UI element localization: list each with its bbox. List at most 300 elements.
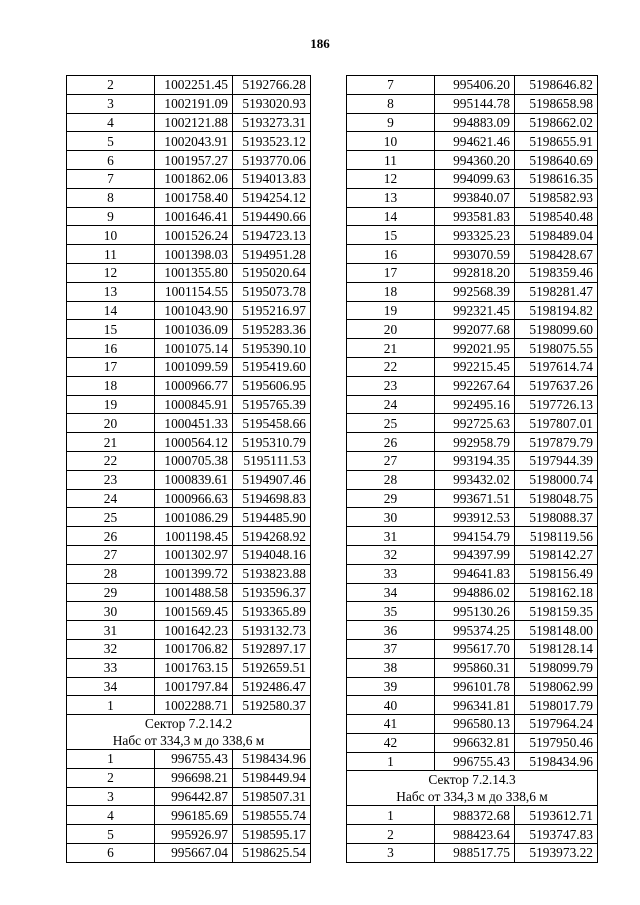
y-coordinate-cell: 5193020.93 — [233, 94, 311, 113]
y-coordinate-cell: 5198658.98 — [515, 94, 598, 113]
x-coordinate-cell: 996632.81 — [435, 733, 515, 752]
y-coordinate-cell: 5197950.46 — [515, 733, 598, 752]
point-number-cell: 28 — [67, 564, 155, 583]
table-row — [67, 583, 311, 602]
x-coordinate-cell: 1001763.15 — [155, 658, 233, 677]
point-number-cell: 6 — [67, 151, 155, 170]
point-number-cell: 30 — [67, 602, 155, 621]
x-coordinate-cell: 993070.59 — [435, 245, 515, 264]
table-row — [347, 545, 598, 564]
left-table-body — [67, 76, 311, 863]
x-coordinate-cell: 1001036.09 — [155, 320, 233, 339]
point-number-cell: 3 — [347, 844, 435, 863]
point-number-cell: 13 — [67, 282, 155, 301]
y-coordinate-cell: 5198119.56 — [515, 527, 598, 546]
point-number-cell: 21 — [67, 433, 155, 452]
y-coordinate-cell: 5192580.37 — [233, 696, 311, 715]
table-row — [67, 508, 311, 527]
y-coordinate-cell: 5198159.35 — [515, 602, 598, 621]
table-row — [67, 844, 311, 863]
table-row — [67, 433, 311, 452]
point-number-cell: 25 — [67, 508, 155, 527]
y-coordinate-cell: 5198489.04 — [515, 226, 598, 245]
x-coordinate-cell: 993581.83 — [435, 207, 515, 226]
x-coordinate-cell: 993671.51 — [435, 489, 515, 508]
y-coordinate-cell: 5194013.83 — [233, 169, 311, 188]
y-coordinate-cell: 5195111.53 — [233, 451, 311, 470]
table-row — [347, 245, 598, 264]
x-coordinate-cell: 1001099.59 — [155, 357, 233, 376]
point-number-cell: 41 — [347, 715, 435, 734]
table-row — [67, 113, 311, 132]
x-coordinate-cell: 992215.45 — [435, 357, 515, 376]
x-coordinate-cell: 1001797.84 — [155, 677, 233, 696]
table-row — [67, 677, 311, 696]
x-coordinate-cell: 996101.78 — [435, 677, 515, 696]
table-row — [67, 395, 311, 414]
point-number-cell: 33 — [67, 658, 155, 677]
y-coordinate-cell: 5193132.73 — [233, 621, 311, 640]
table-row — [67, 301, 311, 320]
x-coordinate-cell: 994886.02 — [435, 583, 515, 602]
table-row — [67, 357, 311, 376]
x-coordinate-cell: 996442.87 — [155, 787, 233, 806]
point-number-cell: 31 — [347, 527, 435, 546]
left-coordinate-table — [66, 75, 311, 863]
x-coordinate-cell: 994883.09 — [435, 113, 515, 132]
table-row — [67, 451, 311, 470]
table-row — [67, 376, 311, 395]
table-row — [67, 470, 311, 489]
table-row — [347, 376, 598, 395]
y-coordinate-cell: 5198000.74 — [515, 470, 598, 489]
point-number-cell: 15 — [67, 320, 155, 339]
y-coordinate-cell: 5198359.46 — [515, 263, 598, 282]
point-number-cell: 11 — [347, 151, 435, 170]
point-number-cell: 22 — [67, 451, 155, 470]
y-coordinate-cell: 5198142.27 — [515, 545, 598, 564]
y-coordinate-cell: 5195390.10 — [233, 339, 311, 358]
x-coordinate-cell: 988372.68 — [435, 806, 515, 825]
y-coordinate-cell: 5198162.18 — [515, 583, 598, 602]
table-row — [347, 602, 598, 621]
y-coordinate-cell: 5194485.90 — [233, 508, 311, 527]
x-coordinate-cell: 995926.97 — [155, 825, 233, 844]
y-coordinate-cell: 5192897.17 — [233, 639, 311, 658]
table-row — [347, 113, 598, 132]
x-coordinate-cell: 994154.79 — [435, 527, 515, 546]
x-coordinate-cell: 995374.25 — [435, 621, 515, 640]
y-coordinate-cell: 5193747.83 — [515, 825, 598, 844]
y-coordinate-cell: 5195020.64 — [233, 263, 311, 282]
table-row — [347, 433, 598, 452]
y-coordinate-cell: 5194048.16 — [233, 545, 311, 564]
table-row — [347, 226, 598, 245]
x-coordinate-cell: 994099.63 — [435, 169, 515, 188]
y-coordinate-cell: 5198555.74 — [233, 806, 311, 825]
point-number-cell: 2 — [67, 768, 155, 787]
table-row — [347, 583, 598, 602]
y-coordinate-cell: 5193273.31 — [233, 113, 311, 132]
sector-header-cell — [347, 771, 598, 806]
x-coordinate-cell: 994397.99 — [435, 545, 515, 564]
y-coordinate-cell: 5197614.74 — [515, 357, 598, 376]
point-number-cell: 1 — [347, 806, 435, 825]
y-coordinate-cell: 5195073.78 — [233, 282, 311, 301]
x-coordinate-cell: 1001758.40 — [155, 188, 233, 207]
y-coordinate-cell: 5195310.79 — [233, 433, 311, 452]
x-coordinate-cell: 993325.23 — [435, 226, 515, 245]
x-coordinate-cell: 994360.20 — [435, 151, 515, 170]
y-coordinate-cell: 5197637.26 — [515, 376, 598, 395]
y-coordinate-cell: 5198088.37 — [515, 508, 598, 527]
x-coordinate-cell: 992077.68 — [435, 320, 515, 339]
y-coordinate-cell: 5197879.79 — [515, 433, 598, 452]
point-number-cell: 26 — [347, 433, 435, 452]
table-row — [347, 188, 598, 207]
x-coordinate-cell: 995667.04 — [155, 844, 233, 863]
page-number: 186 — [310, 36, 330, 51]
table-row — [67, 151, 311, 170]
point-number-cell: 18 — [67, 376, 155, 395]
x-coordinate-cell: 1001154.55 — [155, 282, 233, 301]
table-row — [347, 301, 598, 320]
point-number-cell: 1 — [347, 752, 435, 771]
table-row — [67, 263, 311, 282]
table-row — [347, 658, 598, 677]
point-number-cell: 29 — [347, 489, 435, 508]
table-row — [67, 226, 311, 245]
point-number-cell: 42 — [347, 733, 435, 752]
point-number-cell: 16 — [67, 339, 155, 358]
sector-header-cell — [67, 715, 311, 750]
table-row — [347, 696, 598, 715]
sector-title: Сектор 7.2.14.2 — [144, 716, 233, 732]
table-row — [347, 564, 598, 583]
table-row — [67, 658, 311, 677]
table-row — [67, 768, 311, 787]
y-coordinate-cell: 5198640.69 — [515, 151, 598, 170]
x-coordinate-cell: 1000966.63 — [155, 489, 233, 508]
y-coordinate-cell: 5198062.99 — [515, 677, 598, 696]
table-row — [347, 733, 598, 752]
y-coordinate-cell: 5195765.39 — [233, 395, 311, 414]
table-row — [347, 263, 598, 282]
point-number-cell: 1 — [67, 696, 155, 715]
point-number-cell: 29 — [67, 583, 155, 602]
table-row — [347, 806, 598, 825]
point-number-cell: 23 — [347, 376, 435, 395]
y-coordinate-cell: 5195419.60 — [233, 357, 311, 376]
table-row — [67, 132, 311, 151]
point-number-cell: 2 — [67, 76, 155, 95]
y-coordinate-cell: 5198646.82 — [515, 76, 598, 95]
table-row — [67, 806, 311, 825]
sector-subtitle: Набс от 334,3 м до 338,6 м — [112, 733, 265, 749]
y-coordinate-cell: 5192486.47 — [233, 677, 311, 696]
x-coordinate-cell: 988423.64 — [435, 825, 515, 844]
table-row — [67, 602, 311, 621]
x-coordinate-cell: 994641.83 — [435, 564, 515, 583]
point-number-cell: 40 — [347, 696, 435, 715]
y-coordinate-cell: 5198099.79 — [515, 658, 598, 677]
x-coordinate-cell: 1001399.72 — [155, 564, 233, 583]
table-row — [347, 508, 598, 527]
table-row — [347, 357, 598, 376]
x-coordinate-cell: 1000845.91 — [155, 395, 233, 414]
point-number-cell: 3 — [67, 94, 155, 113]
y-coordinate-cell: 5192766.28 — [233, 76, 311, 95]
table-row — [347, 621, 598, 640]
x-coordinate-cell: 1002251.45 — [155, 76, 233, 95]
point-number-cell: 9 — [67, 207, 155, 226]
y-coordinate-cell: 5198048.75 — [515, 489, 598, 508]
y-coordinate-cell: 5198662.02 — [515, 113, 598, 132]
y-coordinate-cell: 5194254.12 — [233, 188, 311, 207]
y-coordinate-cell: 5197944.39 — [515, 451, 598, 470]
point-number-cell: 19 — [347, 301, 435, 320]
x-coordinate-cell: 992021.95 — [435, 339, 515, 358]
y-coordinate-cell: 5193365.89 — [233, 602, 311, 621]
table-row — [347, 169, 598, 188]
x-coordinate-cell: 992495.16 — [435, 395, 515, 414]
point-number-cell: 20 — [67, 414, 155, 433]
table-row — [347, 339, 598, 358]
point-number-cell: 30 — [347, 508, 435, 527]
x-coordinate-cell: 1000705.38 — [155, 451, 233, 470]
point-number-cell: 14 — [347, 207, 435, 226]
x-coordinate-cell: 992958.79 — [435, 433, 515, 452]
x-coordinate-cell: 992725.63 — [435, 414, 515, 433]
x-coordinate-cell: 996185.69 — [155, 806, 233, 825]
point-number-cell: 7 — [347, 76, 435, 95]
point-number-cell: 34 — [347, 583, 435, 602]
point-number-cell: 34 — [67, 677, 155, 696]
y-coordinate-cell: 5193612.71 — [515, 806, 598, 825]
point-number-cell: 11 — [67, 245, 155, 264]
y-coordinate-cell: 5192659.51 — [233, 658, 311, 677]
table-row — [347, 207, 598, 226]
point-number-cell: 27 — [67, 545, 155, 564]
table-row — [347, 395, 598, 414]
y-coordinate-cell: 5198582.93 — [515, 188, 598, 207]
x-coordinate-cell: 1001862.06 — [155, 169, 233, 188]
y-coordinate-cell: 5193973.22 — [515, 844, 598, 863]
y-coordinate-cell: 5194907.46 — [233, 470, 311, 489]
x-coordinate-cell: 1001706.82 — [155, 639, 233, 658]
y-coordinate-cell: 5194723.13 — [233, 226, 311, 245]
x-coordinate-cell: 1002121.88 — [155, 113, 233, 132]
y-coordinate-cell: 5198156.49 — [515, 564, 598, 583]
point-number-cell: 8 — [67, 188, 155, 207]
right-table-body — [347, 76, 598, 863]
point-number-cell: 38 — [347, 658, 435, 677]
table-row — [347, 527, 598, 546]
point-number-cell: 14 — [67, 301, 155, 320]
x-coordinate-cell: 996698.21 — [155, 768, 233, 787]
x-coordinate-cell: 1000966.77 — [155, 376, 233, 395]
point-number-cell: 25 — [347, 414, 435, 433]
sector-title: Сектор 7.2.14.3 — [428, 772, 516, 788]
y-coordinate-cell: 5198148.00 — [515, 621, 598, 640]
x-coordinate-cell: 996755.43 — [435, 752, 515, 771]
table-row — [347, 76, 598, 95]
x-coordinate-cell: 995860.31 — [435, 658, 515, 677]
table-row — [67, 489, 311, 508]
x-coordinate-cell: 1000839.61 — [155, 470, 233, 489]
table-row — [347, 282, 598, 301]
x-coordinate-cell: 1002191.09 — [155, 94, 233, 113]
table-row — [347, 132, 598, 151]
x-coordinate-cell: 1001086.29 — [155, 508, 233, 527]
table-row — [67, 245, 311, 264]
point-number-cell: 6 — [67, 844, 155, 863]
table-row — [347, 639, 598, 658]
table-row — [347, 825, 598, 844]
x-coordinate-cell: 996341.81 — [435, 696, 515, 715]
x-coordinate-cell: 992321.45 — [435, 301, 515, 320]
sector-header-row — [347, 771, 598, 806]
point-number-cell: 32 — [67, 639, 155, 658]
point-number-cell: 5 — [67, 132, 155, 151]
x-coordinate-cell: 992818.20 — [435, 263, 515, 282]
point-number-cell: 35 — [347, 602, 435, 621]
x-coordinate-cell: 1000451.33 — [155, 414, 233, 433]
table-row — [67, 639, 311, 658]
point-number-cell: 5 — [67, 825, 155, 844]
point-number-cell: 1 — [67, 750, 155, 769]
x-coordinate-cell: 996580.13 — [435, 715, 515, 734]
point-number-cell: 20 — [347, 320, 435, 339]
x-coordinate-cell: 1002288.71 — [155, 696, 233, 715]
y-coordinate-cell: 5198017.79 — [515, 696, 598, 715]
x-coordinate-cell: 1000564.12 — [155, 433, 233, 452]
table-row — [67, 207, 311, 226]
table-row — [347, 320, 598, 339]
table-row — [347, 752, 598, 771]
point-number-cell: 16 — [347, 245, 435, 264]
point-number-cell: 3 — [67, 787, 155, 806]
table-row — [67, 414, 311, 433]
y-coordinate-cell: 5198128.14 — [515, 639, 598, 658]
y-coordinate-cell: 5194490.66 — [233, 207, 311, 226]
table-row — [67, 320, 311, 339]
y-coordinate-cell: 5198194.82 — [515, 301, 598, 320]
point-number-cell: 10 — [347, 132, 435, 151]
x-coordinate-cell: 1001642.23 — [155, 621, 233, 640]
y-coordinate-cell: 5198434.96 — [515, 752, 598, 771]
x-coordinate-cell: 1001302.97 — [155, 545, 233, 564]
table-row — [347, 414, 598, 433]
table-row — [67, 696, 311, 715]
y-coordinate-cell: 5198540.48 — [515, 207, 598, 226]
sector-header-row — [67, 715, 311, 750]
table-row — [67, 339, 311, 358]
x-coordinate-cell: 993912.53 — [435, 508, 515, 527]
x-coordinate-cell: 1001398.03 — [155, 245, 233, 264]
y-coordinate-cell: 5198281.47 — [515, 282, 598, 301]
y-coordinate-cell: 5197964.24 — [515, 715, 598, 734]
y-coordinate-cell: 5198507.31 — [233, 787, 311, 806]
point-number-cell: 9 — [347, 113, 435, 132]
table-row — [347, 151, 598, 170]
point-number-cell: 4 — [67, 806, 155, 825]
point-number-cell: 24 — [67, 489, 155, 508]
point-number-cell: 4 — [67, 113, 155, 132]
table-row — [67, 621, 311, 640]
x-coordinate-cell: 1001075.14 — [155, 339, 233, 358]
table-row — [67, 787, 311, 806]
point-number-cell: 17 — [347, 263, 435, 282]
x-coordinate-cell: 1001957.27 — [155, 151, 233, 170]
x-coordinate-cell: 1001646.41 — [155, 207, 233, 226]
point-number-cell: 26 — [67, 527, 155, 546]
x-coordinate-cell: 988517.75 — [435, 844, 515, 863]
x-coordinate-cell: 1001526.24 — [155, 226, 233, 245]
x-coordinate-cell: 1001198.45 — [155, 527, 233, 546]
y-coordinate-cell: 5198099.60 — [515, 320, 598, 339]
table-row — [67, 527, 311, 546]
table-row — [67, 825, 311, 844]
point-number-cell: 22 — [347, 357, 435, 376]
point-number-cell: 18 — [347, 282, 435, 301]
y-coordinate-cell: 5198449.94 — [233, 768, 311, 787]
y-coordinate-cell: 5195458.66 — [233, 414, 311, 433]
x-coordinate-cell: 993840.07 — [435, 188, 515, 207]
x-coordinate-cell: 994621.46 — [435, 132, 515, 151]
point-number-cell: 28 — [347, 470, 435, 489]
y-coordinate-cell: 5194698.83 — [233, 489, 311, 508]
x-coordinate-cell: 995406.20 — [435, 76, 515, 95]
point-number-cell: 24 — [347, 395, 435, 414]
x-coordinate-cell: 992267.64 — [435, 376, 515, 395]
x-coordinate-cell: 1001043.90 — [155, 301, 233, 320]
y-coordinate-cell: 5198655.91 — [515, 132, 598, 151]
y-coordinate-cell: 5195606.95 — [233, 376, 311, 395]
y-coordinate-cell: 5197726.13 — [515, 395, 598, 414]
table-row — [347, 489, 598, 508]
point-number-cell: 33 — [347, 564, 435, 583]
point-number-cell: 13 — [347, 188, 435, 207]
y-coordinate-cell: 5198625.54 — [233, 844, 311, 863]
x-coordinate-cell: 993194.35 — [435, 451, 515, 470]
point-number-cell: 7 — [67, 169, 155, 188]
x-coordinate-cell: 996755.43 — [155, 750, 233, 769]
y-coordinate-cell: 5193770.06 — [233, 151, 311, 170]
y-coordinate-cell: 5197807.01 — [515, 414, 598, 433]
x-coordinate-cell: 1001569.45 — [155, 602, 233, 621]
point-number-cell: 39 — [347, 677, 435, 696]
right-coordinate-table — [346, 75, 598, 863]
table-row — [67, 76, 311, 95]
point-number-cell: 23 — [67, 470, 155, 489]
y-coordinate-cell: 5198616.35 — [515, 169, 598, 188]
point-number-cell: 36 — [347, 621, 435, 640]
x-coordinate-cell: 995144.78 — [435, 94, 515, 113]
y-coordinate-cell: 5194951.28 — [233, 245, 311, 264]
y-coordinate-cell: 5195283.36 — [233, 320, 311, 339]
table-row — [67, 750, 311, 769]
table-row — [67, 282, 311, 301]
point-number-cell: 2 — [347, 825, 435, 844]
table-row — [67, 169, 311, 188]
y-coordinate-cell: 5198595.17 — [233, 825, 311, 844]
x-coordinate-cell: 992568.39 — [435, 282, 515, 301]
point-number-cell: 21 — [347, 339, 435, 358]
y-coordinate-cell: 5198428.67 — [515, 245, 598, 264]
table-row — [67, 545, 311, 564]
point-number-cell: 32 — [347, 545, 435, 564]
